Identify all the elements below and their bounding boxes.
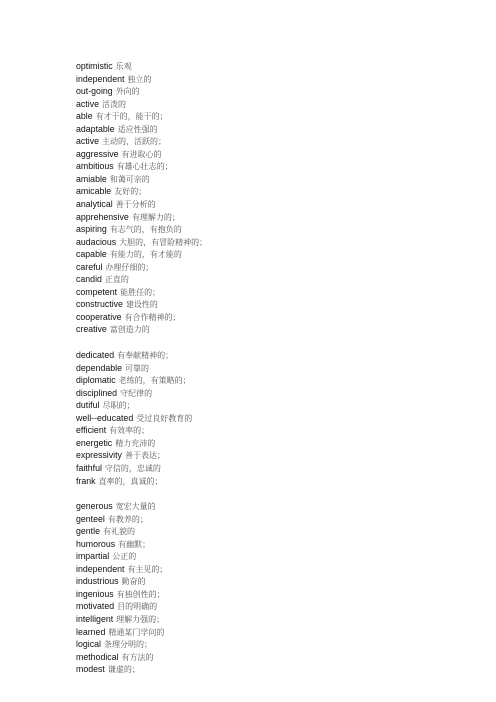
english-word: creative	[76, 324, 107, 335]
chinese-meaning: 有雄心壮志的；	[116, 162, 173, 172]
english-word: disciplined	[76, 387, 118, 398]
vocabulary-entry	[76, 525, 207, 538]
chinese-meaning: 大胆的，有冒险精神的；	[119, 237, 208, 247]
vocabulary-entry	[76, 349, 207, 362]
chinese-meaning: 友好的；	[114, 187, 147, 197]
english-word: careful	[76, 261, 103, 272]
english-word: cooperative	[76, 311, 122, 322]
chinese-meaning: 善于分析的	[115, 200, 156, 210]
chinese-meaning: 公正的	[112, 552, 137, 562]
chinese-meaning: 富创造力的	[109, 325, 150, 335]
vocabulary-entry	[76, 374, 207, 387]
vocabulary-entry	[76, 449, 207, 462]
chinese-meaning: 外向的	[115, 87, 140, 97]
chinese-meaning: 目的明确的	[117, 602, 158, 612]
vocabulary-entry	[76, 600, 207, 613]
english-word: amicable	[76, 186, 112, 197]
chinese-meaning: 能胜任的；	[120, 287, 161, 297]
chinese-meaning: 有进取心的	[121, 149, 162, 159]
chinese-meaning: 老练的，有策略的；	[118, 376, 191, 386]
english-word: ambitious	[76, 161, 114, 172]
english-word: dependable	[76, 362, 122, 373]
english-word: amiable	[76, 173, 107, 184]
vocabulary-entry	[76, 475, 207, 488]
vocabulary-entry	[76, 550, 207, 563]
chinese-meaning: 有志气的，有抱负的	[109, 225, 182, 235]
chinese-meaning: 有方法的	[121, 652, 154, 662]
chinese-meaning: 独立的	[127, 74, 152, 84]
english-word: candid	[76, 274, 102, 285]
english-word: able	[76, 111, 93, 122]
english-word: well--educated	[76, 412, 134, 423]
chinese-meaning: 守纪律的	[120, 388, 153, 398]
vocabulary-entry	[76, 173, 207, 186]
vocabulary-entry	[76, 323, 207, 336]
english-word: motivated	[76, 601, 115, 612]
chinese-meaning: 可靠的	[125, 363, 149, 373]
chinese-meaning: 谦虚的；	[107, 665, 140, 675]
vocabulary-entry	[76, 98, 207, 111]
english-word: ingenious	[76, 588, 114, 599]
english-word: intelligent	[76, 613, 114, 624]
chinese-meaning: 活泼的	[101, 99, 126, 109]
chinese-meaning: 理解力强的；	[116, 614, 165, 624]
english-word: impartial	[76, 551, 110, 562]
vocabulary-entry	[76, 135, 207, 148]
vocabulary-entry	[76, 60, 207, 73]
chinese-meaning: 有合作精神的；	[124, 312, 181, 322]
chinese-meaning: 善于表达；	[124, 451, 165, 461]
vocabulary-entry	[76, 663, 207, 676]
vocabulary-entry	[76, 261, 207, 274]
english-word: modest	[76, 664, 105, 675]
english-word: generous	[76, 501, 113, 512]
vocabulary-entry	[76, 613, 207, 626]
chinese-meaning: 守信的，忠诚的	[104, 463, 161, 473]
vocabulary-entry	[76, 362, 207, 375]
chinese-meaning: 有才干的，能干的；	[95, 112, 168, 122]
vocabulary-entry	[76, 148, 207, 161]
chinese-meaning: 有主见的；	[127, 564, 168, 574]
english-word: capable	[76, 249, 107, 260]
chinese-meaning: 直率的，真诚的；	[98, 476, 163, 486]
vocabulary-entry	[76, 198, 207, 211]
chinese-meaning: 乐观	[115, 62, 132, 71]
english-word: industrious	[76, 576, 119, 587]
chinese-meaning: 精通某门学问的	[108, 627, 165, 637]
chinese-meaning: 有礼貌的	[102, 527, 135, 537]
vocabulary-entry	[76, 298, 207, 311]
vocabulary-entry	[76, 387, 207, 400]
chinese-meaning: 和蔼可亲的	[109, 174, 150, 184]
english-word: expressivity	[76, 450, 122, 461]
vocabulary-entry	[76, 575, 207, 588]
english-word: efficient	[76, 425, 107, 436]
english-word: diplomatic	[76, 375, 116, 386]
english-word: dutiful	[76, 400, 100, 411]
chinese-meaning: 有教养的；	[107, 514, 148, 524]
vocabulary-entry	[76, 185, 207, 198]
english-word: competent	[76, 286, 118, 297]
english-word: adaptable	[76, 123, 115, 134]
vocabulary-entry	[76, 538, 207, 551]
chinese-meaning: 有理解力的；	[131, 212, 180, 222]
english-word: audacious	[76, 236, 117, 247]
vocabulary-entry	[76, 437, 207, 450]
vocabulary-entry	[76, 626, 207, 639]
english-word: genteel	[76, 513, 105, 524]
vocabulary-entry	[76, 563, 207, 576]
chinese-meaning: 受过良好教育的	[136, 413, 193, 423]
chinese-meaning: 正直的	[104, 275, 129, 285]
vocabulary-entry	[76, 273, 207, 286]
chinese-meaning: 勤奋的	[121, 577, 146, 587]
vocabulary-entry	[76, 513, 207, 526]
chinese-meaning: 精力充沛的	[115, 438, 156, 448]
vocabulary-entry	[76, 500, 207, 513]
vocabulary-entry	[76, 110, 207, 123]
vocabulary-entry	[76, 638, 207, 651]
chinese-meaning: 主动的，活跃的；	[101, 137, 166, 147]
vocabulary-entry	[76, 286, 207, 299]
english-word: humorous	[76, 538, 116, 549]
vocabulary-entry	[76, 223, 207, 236]
vocabulary-entry	[76, 462, 207, 475]
english-word: analytical	[76, 199, 113, 210]
english-word: aggressive	[76, 148, 119, 159]
chinese-meaning: 建设性的	[125, 300, 158, 310]
vocabulary-entry	[76, 412, 207, 425]
vocabulary-entry	[76, 211, 207, 224]
vocabulary-entry	[76, 123, 207, 136]
english-word: apprehensive	[76, 211, 129, 222]
vocabulary-entry	[76, 73, 207, 86]
english-word: methodical	[76, 651, 119, 662]
chinese-meaning: 有效率的；	[109, 426, 150, 436]
english-word: independent	[76, 73, 125, 84]
english-word: optimistic	[76, 61, 113, 71]
chinese-meaning: 适应性强的	[117, 124, 158, 134]
english-word: independent	[76, 563, 125, 574]
english-word: logical	[76, 639, 101, 650]
english-word: gentle	[76, 526, 100, 537]
english-word: energetic	[76, 437, 113, 448]
english-word: constructive	[76, 299, 123, 310]
english-word: dedicated	[76, 350, 115, 361]
chinese-meaning: 有奉献精神的；	[117, 351, 174, 361]
chinese-meaning: 有独创性的；	[116, 589, 165, 599]
english-word: frank	[76, 475, 96, 486]
chinese-meaning: 有能力的，有才能的	[109, 250, 182, 260]
english-word: active	[76, 136, 99, 147]
vocabulary-entry	[76, 160, 207, 173]
chinese-meaning: 有幽默；	[118, 539, 151, 549]
vocabulary-entry	[76, 399, 207, 412]
vocabulary-entry	[76, 248, 207, 261]
chinese-meaning: 条理分明的；	[103, 640, 152, 650]
english-word: aspiring	[76, 224, 107, 235]
chinese-meaning: 尽职的；	[102, 401, 135, 411]
vocabulary-entry	[76, 424, 207, 437]
vocabulary-entry	[76, 651, 207, 664]
vocabulary-entry	[76, 236, 207, 249]
vocabulary-entry	[76, 85, 207, 98]
vocabulary-entry	[76, 311, 207, 324]
english-word: active	[76, 98, 99, 109]
english-word: out-going	[76, 86, 113, 97]
chinese-meaning: 办理仔细的；	[105, 262, 154, 272]
chinese-meaning: 宽宏大量的	[115, 502, 156, 512]
english-word: faithful	[76, 462, 102, 473]
vocabulary-entry	[76, 588, 207, 601]
vocabulary-list	[76, 60, 207, 676]
english-word: learned	[76, 626, 106, 637]
